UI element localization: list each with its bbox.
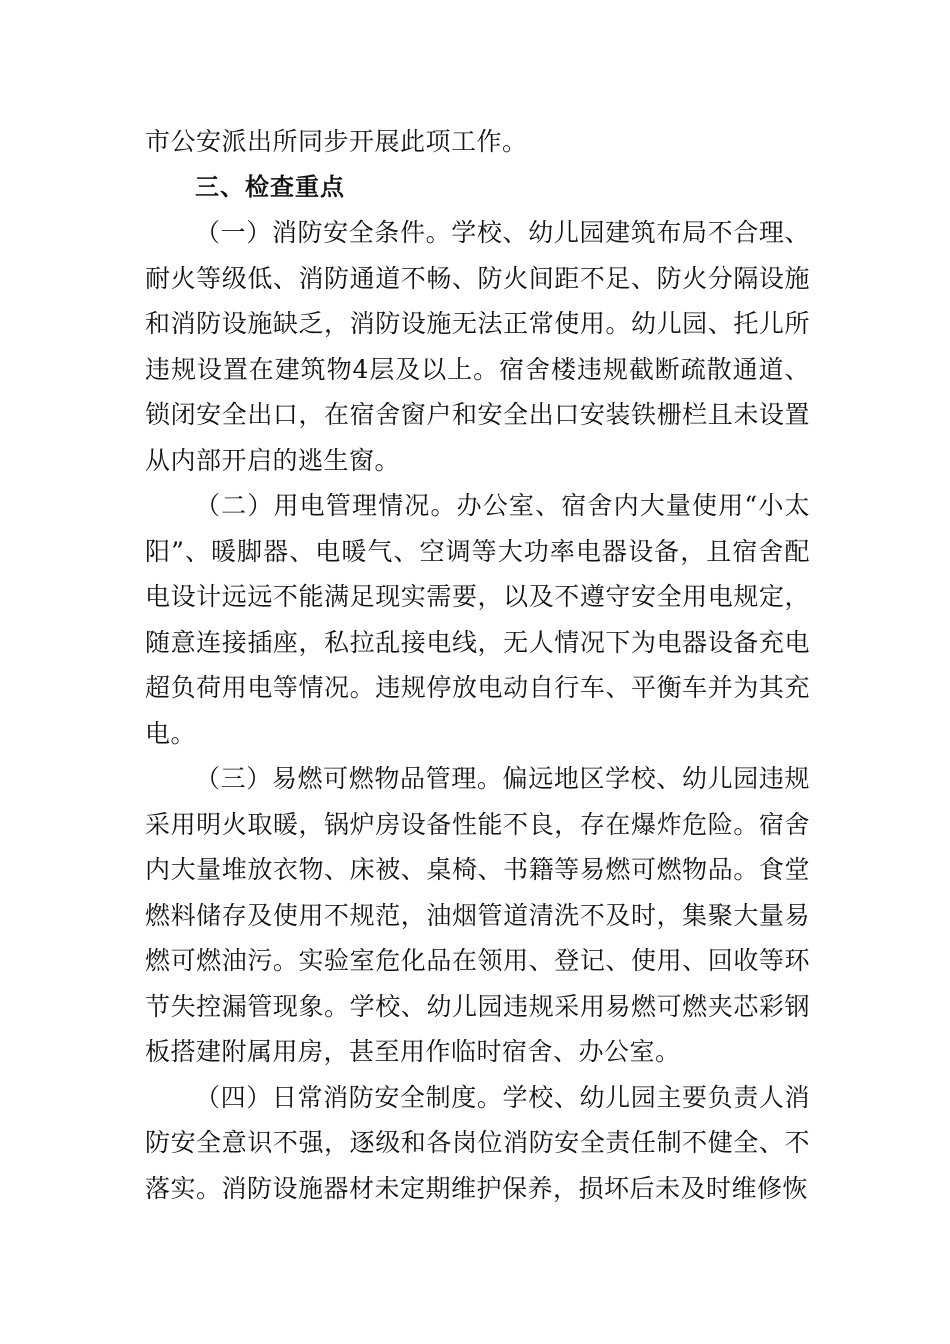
section-heading: 三、检查重点 [195, 172, 345, 201]
paragraph-flammable-materials: （三）易燃可燃物品管理。偏远地区学校、幼儿园违规采用明火取暖，锅炉房设备性能不良，存在爆炸危险。宿舍内大量堆放衣物、床被、桌椅、书籍等易燃可燃物品。食堂燃料储存及使用不规范，油烟管道清洗不及时，集聚大量易燃可燃油污。实验室危化品在领用、登记、使用、回收等环节失控漏管现象。学校、幼儿园违规采用易燃可燃夹芯彩钢板搭建附属用房，甚至用作临时宿舍、办公室。 [145, 764, 810, 1066]
continuation-paragraph: 市公安派出所同步开展此项工作。 [145, 127, 528, 156]
paragraph-fire-safety-conditions: （一）消防安全条件。学校、幼儿园建筑布局不合理、耐火等级低、消防通道不畅、防火间距不足、防火分隔设施和消防设施缺乏，消防设施无法正常使用。幼儿园、托儿所违规设置在建筑物4层及以上。宿舍楼违规截断疏散通道、锁闭安全出口，在宿舍窗户和安全出口安装铁栅栏且未设置从内部开启的逃生窗。 [145, 218, 810, 475]
document-body [145, 119, 810, 1211]
paragraph-daily-safety-system: （四）日常消防安全制度。学校、幼儿园主要负责人消防安全意识不强，逐级和各岗位消防安全责任制不健全、不落实。消防设施器材未定期维护保养，损坏后未及时维修恢 [145, 1082, 810, 1203]
paragraph-electricity-management: （二）用电管理情况。办公室、宿舍内大量使用“小太阳”、暖脚器、电暖气、空调等大功率电器设备，且宿舍配电设计远远不能满足现实需要，以及不遵守安全用电规定，随意连接插座，私拉乱接电线，无人情况下为电器设备充电超负荷用电等情况。违规停放电动自行车、平衡车并为其充电。 [145, 491, 810, 748]
